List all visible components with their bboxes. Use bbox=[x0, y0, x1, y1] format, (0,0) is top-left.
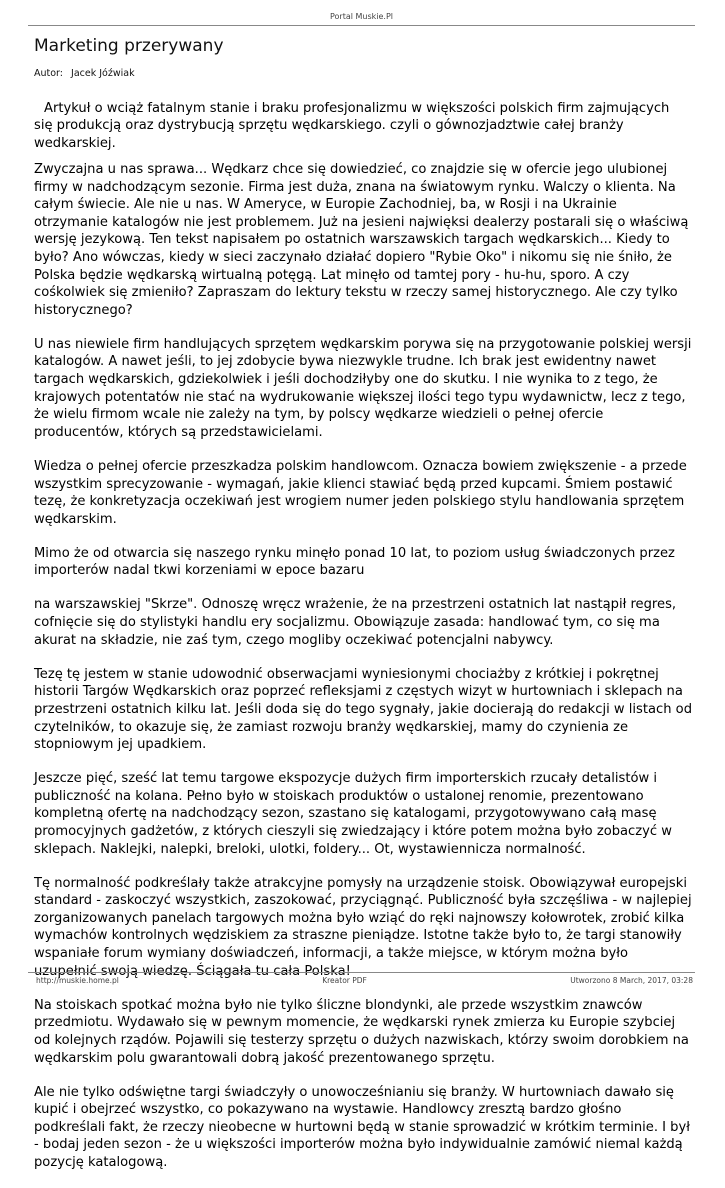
footer-url[interactable]: http://muskie.home.pl bbox=[36, 976, 119, 985]
body-paragraph: Na stoiskach spotkać można było nie tylko śliczne blondynki, ale przede wszystkim znawców przedmiotu. Wydawało się w pewnym momencie, że wędkarski rynek zmierza ku Europie szybciej od kolejnych rządów. Pojawili się testerzy sprzętu o dużych nazwiskach, którzy swoim dorobkiem na wędkarskim polu gwarantowali dobrą jakość prezentowanego sprzętu. bbox=[34, 997, 689, 1066]
author-label: Autor: bbox=[34, 68, 63, 79]
body-paragraph: U nas niewiele firm handlujących sprzętem wędkarskim porywa się na przygotowanie polskiej wersji katalogów. A nawet jeśli, to jej zdobycie bywa niezwykle trudne. Ich brak jest ewidentny nawet targach wędkarskich, gdziekolwiek i jeśli dochodziłyby one do skutku. I nie wynika to z tego, że krajowych potentatów nie stać na wydrukowanie większej ilości tego typu wydawnictw, lecz z tego, że wielu firmom wcale nie zależy na tym, by polscy wędkarze wiedzieli o pełnej ofercie producentów, których są przedstawicielami. bbox=[34, 336, 692, 440]
body-paragraph: Ale nie tylko odświętne targi świadczyły o unowocześnianiu się branży. W hurtowniach dawało się kupić i obejrzeć wszystko, co pokazywano na wystawie. Handlowcy zresztą bardzo głośno podkreślali fakt, że rzeczy nieobecne w hurtowni będą w stanie sprowadzić w krótkim terminie. I był - bodaj jeden sezon - że u większości importerów można było indywidualnie zamówić niemal każdą pozycję katalogową. bbox=[34, 1084, 690, 1170]
footer-created: Utworzono 8 March, 2017, 03:28 bbox=[570, 976, 693, 985]
body-paragraph: Zwyczajna u nas sprawa... Wędkarz chce się dowiedzieć, co znajdzie się w ofercie jego ulubionej firmy w nadchodzącym sezonie. Firma jest duża, znana na światowym rynku. Walczy o klienta. Na całym świecie. Ale nie u nas. W Ameryce, w Europie Zachodniej, ba, w Rosji i na Ukrainie otrzymanie katalogów nie jest problemem. Już na jesieni najwięksi dealerzy postarali się o właściwą wersję jezykową. Ten tekst napisałem po ostatnich warszawskich targach wędkarskich... Kiedy to było? Ano wówczas, kiedy w sieci zaczynało działać dopiero "Rybie Oko" i nikomu się nie śniło, że Polska będzie wędkarską wirtualną potęgą. Lat minęło od tamtej pory - hu-hu, sporo. A czy cośkolwiek się zmieniło? Zapraszam do lektury tekstu w rzeczy samej historycznego. Ale czy tylko historycznego? bbox=[34, 162, 689, 318]
body-paragraph: Tezę tę jestem w stanie udowodnić obserwacjami wyniesionymi chociażby z krótkiej i pokrętnej historii Targów Wędkarskich oraz poprzeć refleksjami z częstych wizyt w hurtowniach i sklepach na przestrzeni ostatnich kilku lat. Jeśli doda się do tego sygnały, jakie docierają do redakcji w listach od czytelników, to okazuje się, że zamiast rozwoju branży wędkarskiej, mamy do czynienia ze stopniowym jej upadkiem. bbox=[34, 666, 693, 753]
article-title: Marketing przerywany bbox=[34, 36, 224, 56]
body-paragraph: Tę normalność podkreślały także atrakcyjne pomysły na urządzenie stoisk. Obowiązywał europejski standard - zaskoczyć wszystkich, zaszokować, przyciągnąć. Publiczność była szczęśliwa - w najlepiej zorganizowanych panelach targowych można było wziąć do ręki najnowszy kołowrotek, zrobić kilka wymachów kontrolnych wędziskiem za straszne pieniądze. Istotne także było to, że targi stanowiły wspaniałe forum wymiany doświadczeń, informacji, a także miejsce, w którym można było uzupełnić swoją wiedzę. Ściągała tu cała Polska! bbox=[34, 875, 692, 979]
site-name: Portal Muskie.Pl bbox=[329, 12, 394, 21]
body-paragraph: Jeszcze pięć, sześć lat temu targowe ekspozycje dużych firm importerskich rzucały detalistów i publiczność na kolana. Pełno było w stoiskach produktów o ustalonej renomie, prezentowano kompletną ofertę na nadchodzący sezon, szastano się katalogami, przygotowywano całą masę promocyjnych gadżetów, z których cieszyli się zwiedzający i które potem można było zobaczyć w sklepach. Naklejki, nalepki, breloki, ulotki, foldery... Ot, wystawiennicza normalność. bbox=[34, 771, 672, 857]
body-paragraph: Wiedza o pełnej ofercie przeszkadza polskim handlowcom. Oznacza bowiem zwiększenie - a przede wszystkim sprecyzowanie - wymagań, jakie klienci stawiać będą przed kupcami. Śmiem postawić tezę, że konkretyzacja oczekiwań jest wrogiem numer jeden polskiego stylu handlowania sprzętem wędkarskim. bbox=[34, 458, 687, 527]
author-line bbox=[34, 68, 135, 79]
body-paragraph: Mimo że od otwarcia się naszego rynku minęło ponad 10 lat, to poziom usług świadczonych przez importerów nadal tkwi korzeniami w epoce bazaru bbox=[34, 545, 675, 579]
article-body bbox=[34, 161, 694, 1188]
footer-generator: Kreator PDF bbox=[322, 976, 367, 985]
article-lead: Artykuł o wciąż fatalnym stanie i braku profesjonalizmu w większości polskich firm zajmujących się produkcją oraz dystrybucją sprzętu wędkarskiego. czyli o gównozjadztwie całej branży wedkarskiej. bbox=[34, 101, 670, 151]
page-header bbox=[28, 12, 695, 26]
author-name: Jacek Jóźwiak bbox=[71, 68, 135, 79]
page-footer bbox=[28, 972, 695, 985]
body-paragraph: na warszawskiej "Skrze". Odnoszę wręcz wrażenie, że na przestrzeni ostatnich lat nastąpił regres, cofnięcie się do stylistyki handlu ery socjalizmu. Obowiązuje zasada: handlować tym, co się ma akurat na składzie, nie zaś tym, czego mogliby oczekiwać potencjalni nabywcy. bbox=[34, 597, 677, 648]
